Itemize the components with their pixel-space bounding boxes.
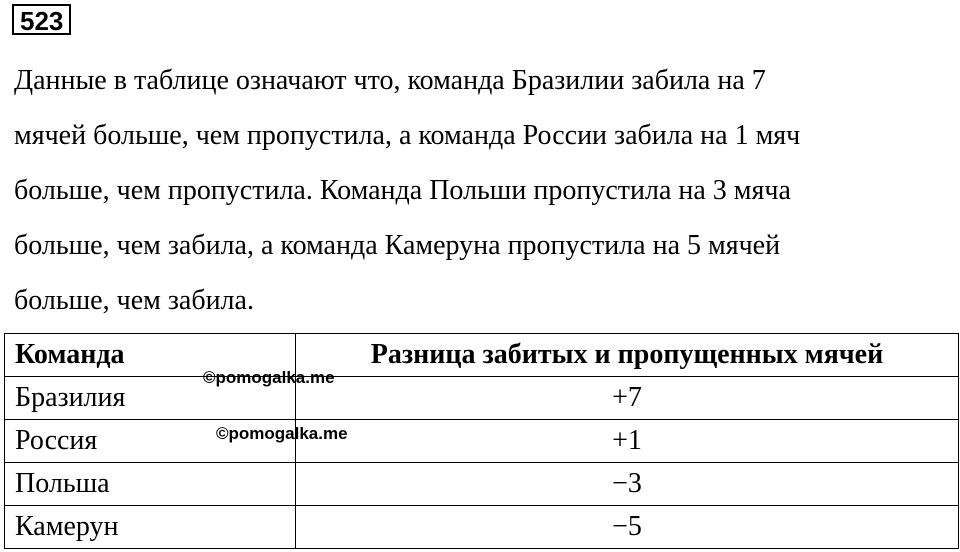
table-header-row	[5, 334, 959, 377]
paragraph-line: мячей больше, чем пропустила, а команда России забила на 1 мяч	[14, 120, 801, 151]
table-row	[5, 377, 959, 420]
goal-difference: −5	[296, 506, 959, 549]
goal-difference: +1	[296, 420, 959, 463]
paragraph-line: больше, чем забила.	[14, 285, 254, 316]
answer-paragraph	[14, 56, 949, 331]
paragraph-line: больше, чем забила, а команда Камеруна пропустила на 5 мячей	[14, 230, 781, 261]
paragraph-line: больше, чем пропустила. Команда Польши пропустила на 3 мяча	[14, 175, 791, 206]
team-name: Камерун	[5, 506, 296, 549]
table-row	[5, 463, 959, 506]
table-row	[5, 420, 959, 463]
watermark: ©pomogalka.me	[203, 368, 335, 387]
task-number: 523	[12, 4, 71, 35]
team-name: Россия	[5, 420, 296, 463]
team-name: Польша	[5, 463, 296, 506]
results-table	[4, 333, 959, 549]
header-team: Команда	[5, 334, 296, 377]
header-goal-difference: Разница забитых и пропущенных мячей	[296, 334, 959, 377]
goal-difference: −3	[296, 463, 959, 506]
paragraph-line: Данные в таблице означают что, команда Бразилии забила на 7	[14, 65, 766, 96]
table-row	[5, 506, 959, 549]
goal-difference: +7	[296, 377, 959, 420]
team-name: Бразилия	[5, 377, 296, 420]
watermark: ©pomogalka.me	[216, 424, 348, 443]
